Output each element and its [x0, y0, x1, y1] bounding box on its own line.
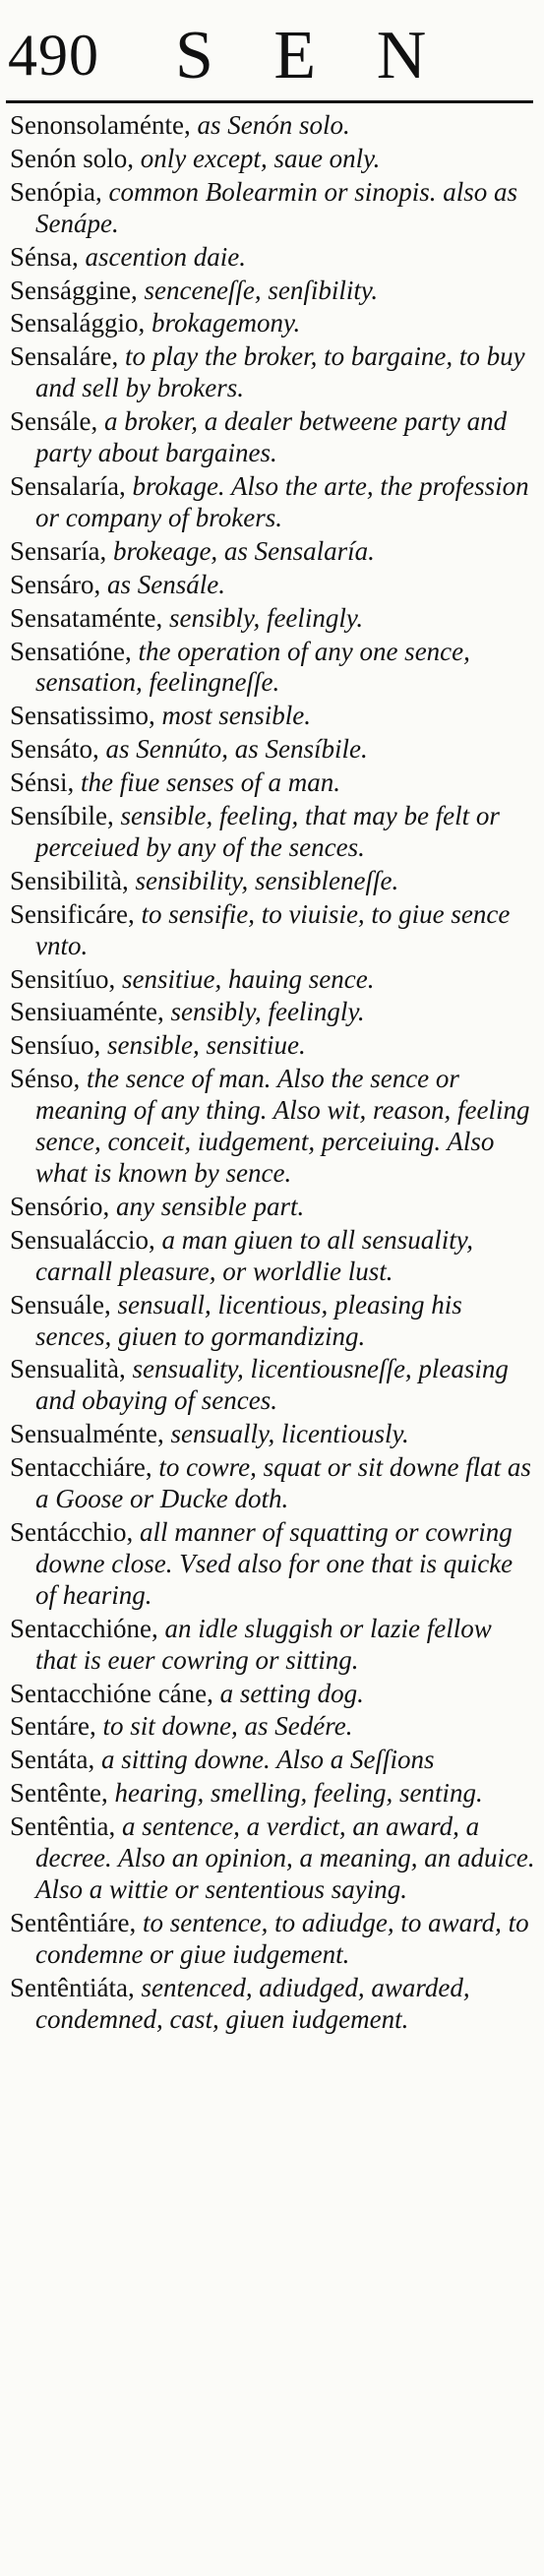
entry-headword: Sentênte,	[10, 1778, 108, 1809]
entry-headword: Sentêntia,	[10, 1811, 116, 1842]
page-number: 490	[8, 23, 99, 88]
dictionary-entry	[10, 997, 536, 1028]
dictionary-entry	[10, 637, 536, 700]
dictionary-entry	[10, 110, 536, 142]
dictionary-entry	[10, 767, 536, 799]
entry-headword: Sénso,	[10, 1064, 81, 1094]
entry-headword: Sensiuaménte,	[10, 997, 164, 1027]
dictionary-entry	[10, 308, 536, 339]
entry-headword: Sensatióne,	[10, 636, 132, 666]
dictionary-entry	[10, 242, 536, 274]
dictionary-entry	[10, 1517, 536, 1612]
entry-definition: only except, saue only.	[140, 143, 381, 173]
dictionary-entry	[10, 1030, 536, 1062]
entry-headword: Sentacchióne cáne,	[10, 1678, 213, 1708]
entry-definition: the sence of man. Also the sence or meaning of any thing. Also wit, reason, feeling sence, conceit, iudgement, perceiuing. Also what is known by sence.	[35, 1064, 530, 1188]
entry-definition: the operation of any one sence, sensation, feelingneſſe.	[35, 636, 470, 698]
entry-definition: sensible, sensitiue.	[107, 1030, 306, 1061]
entry-definition: to sentence, to adiudge, to award, to condemne or giue iudgement.	[35, 1907, 529, 1969]
dictionary-entry	[10, 1064, 536, 1190]
entry-definition: to play the broker, to bargaine, to buy and sell by brokers.	[35, 341, 525, 403]
entry-definition: sensuality, licentiousneſſe, pleasing and obaying of sences.	[35, 1354, 509, 1416]
entry-definition: hearing, smelling, feeling, senting.	[114, 1778, 483, 1809]
dictionary-entry	[10, 536, 536, 568]
entry-headword: Sentêntiáre,	[10, 1907, 137, 1937]
entry-definition: an idle sluggish or lazie fellow that is euer cowring or sitting.	[35, 1613, 492, 1675]
dictionary-entry	[10, 734, 536, 766]
entry-headword: Sensággine,	[10, 275, 138, 305]
entry-headword: Sensório,	[10, 1191, 110, 1221]
dictionary-entry	[10, 341, 536, 404]
entry-headword: Sensalaría,	[10, 470, 126, 501]
entry-headword: Sensáto,	[10, 734, 99, 765]
entry-headword: Senonsolaménte,	[10, 110, 191, 140]
entry-headword: Sensalággio,	[10, 308, 146, 338]
dictionary-entry	[10, 177, 536, 240]
entry-definition: brokeage, as Sensalaría.	[112, 535, 375, 566]
entry-definition: most sensible.	[161, 701, 312, 731]
dictionary-entry	[10, 1679, 536, 1710]
dictionary-entry	[10, 276, 536, 307]
entry-definition: brokage. Also the arte, the profession or company of brokers.	[35, 470, 529, 532]
dictionary-entry	[10, 1225, 536, 1288]
entry-definition: any sensible part.	[116, 1191, 305, 1221]
dictionary-entry	[10, 801, 536, 864]
entry-headword: Sensatissimo,	[10, 701, 155, 731]
entry-definition: as Senón solo.	[197, 110, 350, 140]
entry-headword: Sensataménte,	[10, 602, 163, 633]
entry-definition: sensible, feeling, that may be felt or perceiued by any of the sences.	[35, 801, 500, 862]
dictionary-entry	[10, 603, 536, 635]
dictionary-entry	[10, 1354, 536, 1417]
entry-definition: the fiue senses of a man.	[81, 767, 340, 798]
entry-definition: to sit downe, as Sedére.	[102, 1711, 353, 1742]
dictionary-entry	[10, 1419, 536, 1450]
dictionary-entry	[10, 570, 536, 601]
entry-definition: common Bolearmin or sinopis. also as Senápe.	[35, 176, 518, 238]
running-head: S E N	[175, 18, 449, 93]
entry-definition: sensuall, licentious, pleasing his sences, giuen to gormandizing.	[35, 1289, 462, 1351]
entry-definition: sensibly, feelingly.	[168, 602, 364, 633]
entry-definition: sensibly, feelingly.	[170, 997, 365, 1027]
header-rule	[6, 100, 533, 103]
entry-headword: Sentacchióne,	[10, 1613, 158, 1643]
entry-definition: sensually, licentiously.	[170, 1419, 409, 1449]
entry-headword: Sensualáccio,	[10, 1224, 155, 1255]
entry-definition: ascention daie.	[85, 241, 246, 272]
entry-headword: Sentáta,	[10, 1745, 95, 1775]
page-header	[8, 4, 539, 98]
dictionary-entry	[10, 1452, 536, 1515]
entry-headword: Sensále,	[10, 406, 98, 437]
entry-headword: Sensíbile,	[10, 801, 114, 831]
entry-headword: Sensaláre,	[10, 341, 119, 372]
dictionary-entry	[10, 1192, 536, 1223]
entry-headword: Sensibilità,	[10, 865, 129, 895]
entry-definition: sensibility, sensibleneſſe.	[135, 865, 399, 895]
entry-definition: sensitiue, hauing sence.	[122, 963, 375, 994]
entry-definition: a man giuen to all sensuality, carnall pleasure, or worldlie lust.	[35, 1224, 473, 1286]
dictionary-entry	[10, 471, 536, 534]
entry-definition: all manner of squatting or cowring downe close. Vsed also for one that is quicke of hearing.	[35, 1516, 514, 1610]
dictionary-entry	[10, 1745, 536, 1776]
entry-headword: Sensuále,	[10, 1289, 111, 1319]
dictionary-entry	[10, 1973, 536, 2036]
entry-headword: Sentácchio,	[10, 1516, 134, 1547]
entry-headword: Senópia,	[10, 176, 102, 207]
entry-headword: Senón solo,	[10, 143, 135, 173]
dictionary-entry	[10, 1811, 536, 1906]
entry-list	[10, 110, 536, 2037]
dictionary-entry	[10, 1711, 536, 1743]
entry-headword: Sensaría,	[10, 535, 107, 566]
dictionary-entry	[10, 1614, 536, 1677]
entry-headword: Sentacchiáre,	[10, 1452, 152, 1483]
dictionary-entry	[10, 1778, 536, 1809]
entry-definition: a broker, a dealer betweene party and party about bargaines.	[35, 406, 508, 468]
entry-headword: Sensificáre,	[10, 898, 135, 929]
dictionary-entry	[10, 701, 536, 732]
entry-headword: Sentêntiáta,	[10, 1972, 135, 2002]
dictionary-entry	[10, 866, 536, 897]
entry-definition: a sentence, a verdict, an award, a decree. Also an opinion, a meaning, an aduice. Also a wittie or sententious saying.	[35, 1811, 535, 1904]
entry-definition: as Sennúto, as Sensíbile.	[105, 734, 368, 765]
entry-headword: Sénsi,	[10, 767, 75, 798]
entry-definition: as Sensále.	[106, 569, 225, 599]
dictionary-entry	[10, 144, 536, 175]
dictionary-entry	[10, 406, 536, 469]
entry-definition: to sensifie, to viuisie, to giue sence vnto.	[35, 898, 511, 960]
dictionary-entry	[10, 1908, 536, 1971]
entry-definition: brokagemony.	[151, 308, 301, 338]
entry-definition: senceneſſe, senſibility.	[144, 275, 379, 305]
entry-definition: a sitting downe. Also a Seſſions	[100, 1745, 435, 1775]
entry-headword: Sentáre,	[10, 1711, 96, 1742]
dictionary-entry	[10, 899, 536, 962]
entry-headword: Sensáro,	[10, 569, 101, 599]
entry-headword: Sénsa,	[10, 241, 79, 272]
dictionary-entry	[10, 964, 536, 996]
dictionary-entry	[10, 1290, 536, 1353]
entry-headword: Sensíuo,	[10, 1030, 101, 1061]
entry-headword: Sensitíuo,	[10, 963, 116, 994]
entry-headword: Sensualménte,	[10, 1419, 164, 1449]
entry-definition: a setting dog.	[219, 1678, 364, 1708]
entry-headword: Sensualità,	[10, 1354, 126, 1384]
entry-definition: sentenced, adiudged, awarded, condemned, cast, giuen iudgement.	[35, 1972, 470, 2034]
entry-definition: to cowre, squat or sit downe flat as a Goose or Ducke doth.	[35, 1452, 531, 1514]
